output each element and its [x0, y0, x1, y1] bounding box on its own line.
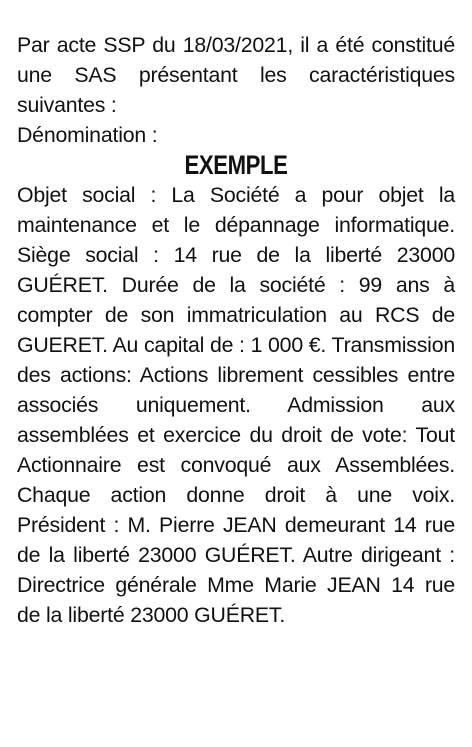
denomination-label: Dénomination : [17, 123, 158, 147]
intro-paragraph: Par acte SSP du 18/03/2021, il a été constitué une SAS présentant les caractéristiques suivantes : [17, 33, 455, 117]
company-name: EXEMPLE [184, 150, 288, 180]
legal-notice [17, 30, 455, 630]
notice-body: Objet social : La Société a pour objet la maintenance et le dépannage informatique. Siège social : 14 rue de la liberté 23000 GUÉRET. Durée de la société : 99 ans à compter de son immatriculation au RCS de GUERET. Au capital de : 1 000 €. Transmission des actions: Actions librement cessibles entre associés uniquement. Admission aux assemblées et exercice du droit de vote: Tout Actionnaire est convoqué aux Assemblées. Chaque action donne droit à une voix. Président : M. Pierre JEAN demeurant 14 rue de la liberté 23000 GUÉRET. Autre dirigeant : Directrice générale Mme Marie JEAN 14 rue de la liberté 23000 GUÉRET. [17, 183, 455, 627]
